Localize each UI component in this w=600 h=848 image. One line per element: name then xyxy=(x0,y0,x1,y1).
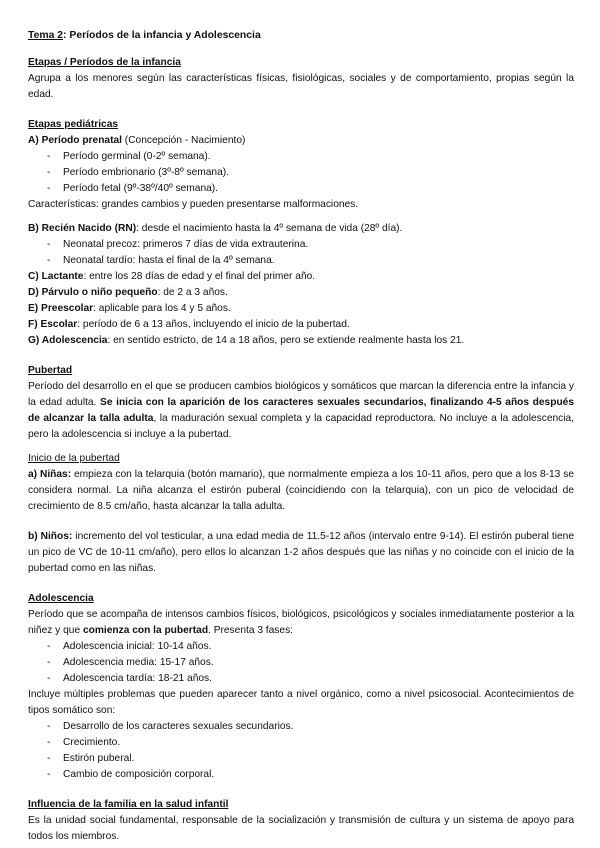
parvulo-text: : de 2 a 3 años. xyxy=(157,287,228,298)
preescolar-label: E) Preescolar xyxy=(28,303,94,314)
escolar-text: : período de 6 a 13 años, incluyendo el inicio de la pubertad. xyxy=(77,319,350,330)
rn-text: : desde el nacimiento hasta la 4º semana de vida (28º día). xyxy=(136,223,403,234)
inicio-pubertad-heading: Inicio de la pubertad xyxy=(28,453,120,464)
prenatal-line xyxy=(28,133,574,149)
escolar-line xyxy=(28,317,574,333)
document-page xyxy=(28,28,574,845)
list-item: - Adolescencia tardía: 18-21 años. xyxy=(47,671,574,687)
adolescencia-label: G) Adolescencia xyxy=(28,335,108,346)
list-item: - Adolescencia media: 15-17 años. xyxy=(47,655,574,671)
familia-text: Es la unidad social fundamental, responsable de la socialización y transmisión de cultura y un sistema de apoyo para todos los miembros. xyxy=(28,815,574,842)
pubertad-text-end: , la maduración sexual completa y la capacidad reproductora. No incluye a la adolescencia, pero la adolescencia si incluye a la pubertad. xyxy=(28,413,575,440)
fases-list xyxy=(28,639,574,687)
list-item: - Neonatal tardío: hasta el final de la 4º semana. xyxy=(47,253,574,269)
list-item: - Neonatal precoz: primeros 7 días de vida extrauterina. xyxy=(47,237,574,253)
list-item: - Adolescencia inicial: 10-14 años. xyxy=(47,639,574,655)
lactante-text: : entre los 28 días de edad y el final del primer año. xyxy=(83,271,316,282)
prenatal-note: Características: grandes cambios y pueden presentarse malformaciones. xyxy=(28,199,359,210)
list-item: - Crecimiento. xyxy=(47,735,574,751)
parvulo-line xyxy=(28,285,574,301)
rn-line xyxy=(28,221,574,237)
parvulo-label: D) Párvulo o niño pequeño xyxy=(28,287,158,298)
pediatricas-heading: Etapas pediátricas xyxy=(28,119,119,130)
prenatal-range: (Concepción - Nacimiento) xyxy=(121,135,246,146)
ninos-label: b) Niños: xyxy=(28,531,73,542)
somaticos-list xyxy=(28,719,574,783)
preescolar-line xyxy=(28,301,574,317)
prenatal-label: A) Período prenatal xyxy=(28,135,122,146)
list-item: - Período embrionario (3º-8º semana). xyxy=(47,165,574,181)
ninos-text: incremento del vol testicular, a una edad media de 11.5-12 años (intervalo entre 9-14). El estirón puberal tiene un pico de VC de 10-11 cm/año), pero ellos lo alcanzan 1-2 años después que las niñas y no coincide con el inicio de la pubertad como en las niñas. xyxy=(28,531,575,574)
ninas-label: a) Niñas: xyxy=(28,469,72,480)
topic-number: Tema 2 xyxy=(28,30,64,41)
rn-label: B) Recién Nacido (RN) xyxy=(28,223,137,234)
adolescencia-problemas: Incluye múltiples problemas que pueden aparecer tanto a nivel orgánico, como a nivel psicosocial. Acontecimientos de tipos somático son: xyxy=(28,689,574,716)
prenatal-list xyxy=(28,149,574,197)
topic-title: : Períodos de la infancia y Adolescencia xyxy=(63,30,261,41)
familia-heading: Influencia de la familia en la salud infantil xyxy=(28,799,229,810)
list-item: - Estirón puberal. xyxy=(47,751,574,767)
rn-list xyxy=(28,237,574,269)
adolescencia-text-start: Período que se acompaña de intensos cambios físicos, biológicos, psicológicos y sociales inmediatamente posterior a la niñez y que xyxy=(28,609,574,636)
adolescencia-line xyxy=(28,333,574,349)
list-item: - Cambio de composición corporal. xyxy=(47,767,574,783)
page-title xyxy=(28,28,574,44)
pubertad-text xyxy=(28,379,574,443)
adolescencia-text xyxy=(28,607,574,639)
etapas-heading: Etapas / Períodos de la infancia xyxy=(28,57,181,68)
escolar-label: F) Escolar xyxy=(28,319,78,330)
pubertad-text-bold: Se inicia con la aparición de los caracteres sexuales secundarios, finalizando 4-5 años después de alcanzar la talla adulta xyxy=(28,397,574,424)
lactante-line xyxy=(28,269,574,285)
preescolar-text: : aplicable para los 4 y 5 años. xyxy=(93,303,231,314)
adolescencia-text: : en sentido estricto, de 14 a 18 años, pero se extiende realmente hasta los 21. xyxy=(107,335,465,346)
etapas-text: Agrupa a los menores según las características físicas, fisiológicas, sociales y de comportamiento, propias según la edad. xyxy=(28,73,574,100)
lactante-label: C) Lactante xyxy=(28,271,84,282)
pubertad-text-start: Período del desarrollo en el que se producen cambios biológicos y somáticos que marcan la diferencia entre la infancia y la edad adulta. xyxy=(28,381,574,408)
adolescencia-heading: Adolescencia xyxy=(28,593,94,604)
ninos-paragraph xyxy=(28,529,574,577)
list-item: - Período fetal (9º-38º/40º semana). xyxy=(47,181,574,197)
ninas-paragraph xyxy=(28,467,574,515)
list-item: - Desarrollo de los caracteres sexuales secundarios. xyxy=(47,719,574,735)
ninas-text: empieza con la telarquia (botón mamario), que normalmente empieza a los 10-11 años, pero que a los 8-13 se considera normal. La niña alcanza el estirón puberal (coincidiendo con la telarquia), con un pico de velocidad de crecimiento de 8.5 cm/año, hasta alcanzar la talla adulta. xyxy=(28,469,575,512)
pubertad-heading: Pubertad xyxy=(28,365,73,376)
adolescencia-text-end: . Presenta 3 fases: xyxy=(208,625,293,636)
list-item: - Período germinal (0-2º semana). xyxy=(47,149,574,165)
adolescencia-text-bold: comienza con la pubertad xyxy=(82,625,209,636)
